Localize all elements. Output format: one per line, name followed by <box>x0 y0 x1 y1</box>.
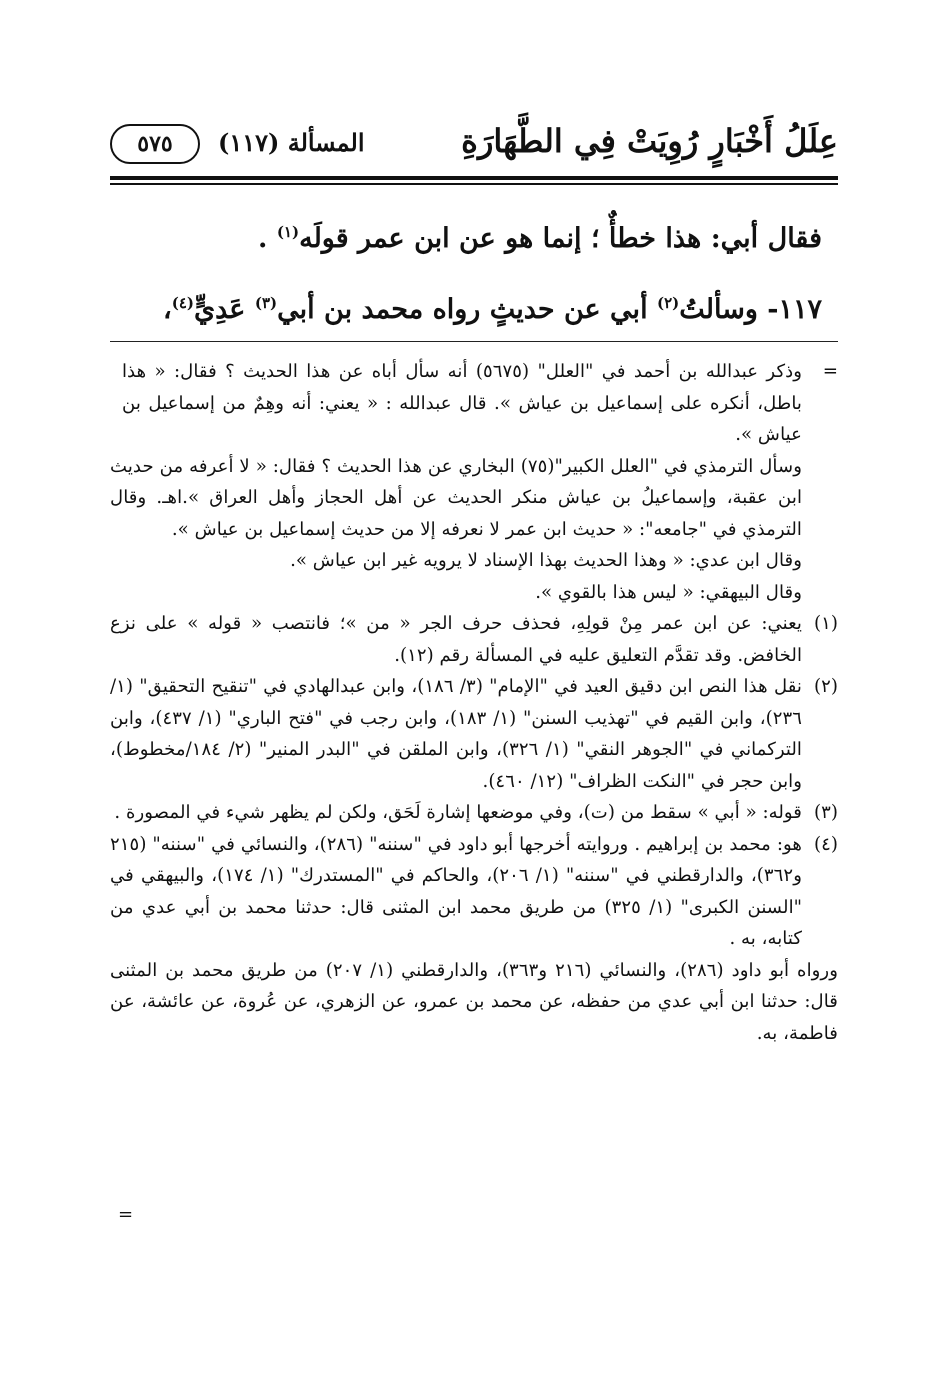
footnote-3 <box>110 797 838 829</box>
footnote-2-text: نقل هذا النص ابن دقيق العيد في "الإمام" (٣/ ١٨٦)، وابن عبدالهادي في "تنقيح التحقيق" (١/ ٢٣٦)، وابن القيم في "تهذيب السنن" (١/ ١٨٣)، وابن رجب في "فتح الباري" (١/ ٤٣٧)، وابن التركماني في "الجوهر النقي" (١/ ٣٢٦)، وابن الملقن في "البدر المنير" (٢/ ١٨٤/مخطوط)، وابن حجر في "النكت الظراف" (١٢/ ٤٦٠). <box>110 676 802 792</box>
continued-footnote-para-3: وقال ابن عدي: « وهذا الحديث بهذا الإسناد لا يرويه غير ابن عياش ». <box>290 550 802 571</box>
main-line-1 <box>110 200 822 271</box>
footnotes <box>110 356 838 1049</box>
footnote-divider <box>110 341 838 342</box>
book-title: عِلَلُ أَخْبَارٍ رُوِيَتْ فِي الطَّهَارَةِ <box>461 122 838 160</box>
footnote-1 <box>110 608 838 671</box>
continued-footnote-para-1 <box>110 356 838 451</box>
main-line-2-end: ، <box>163 294 172 325</box>
header-rule-thin <box>110 183 838 185</box>
continued-footnote-para-4: وقال البيهقي: « ليس هذا بالقوي ». <box>535 581 802 603</box>
header-rule-thick <box>110 176 838 180</box>
footnote-3-text: قوله: « أبي » سقط من (ت)، وفي موضعها إشارة لَحَق، ولكن لم يظهر شيء في المصورة . <box>114 802 802 823</box>
page-number: ٥٧٥ <box>110 124 200 164</box>
main-line-1-text: فقال أبي: هذا خطأٌ ؛ إنما هو عن ابن عمر قولَه <box>299 223 822 254</box>
continued-text-1: وذكر عبدالله بن أحمد في "العلل" (٥٦٧٥) أنه سأل أباه عن هذا الحديث ؟ فقال: « هذا باطل، أنكره على إسماعيل بن عياش ». قال عبدالله : « يعني: أنه وهِمٌ من إسماعيل بن عياش ». <box>122 361 802 445</box>
page-header <box>110 118 838 174</box>
footnote-3-number: (٣) <box>814 802 838 823</box>
main-line-1-end: . <box>258 223 277 254</box>
continuation-mark-end: = <box>118 1204 134 1225</box>
masala-number: المسألة (١١٧) <box>218 128 365 157</box>
footnote-ref-1: (١) <box>276 223 300 241</box>
footnote-4-para-2: ورواه أبو داود (٢٨٦)، والنسائي (٢١٦ و٣٦٣)، والدارقطني (١/ ٢٠٧) من طريق محمد بن المثنى قال: حدثنا ابن أبي عدي من حفظه، عن محمد بن عمرو، عن الزهري، عن عُروة، عن عائشة، عن فاطمة، به. <box>110 959 838 1044</box>
main-line-2-name: عَدِيٍّ <box>194 294 255 325</box>
main-text <box>110 200 822 342</box>
footnote-4-number: (٤) <box>814 833 838 855</box>
main-line-2 <box>110 271 822 342</box>
main-line-2-text: أبي عن حديثٍ رواه محمد بن أبي <box>277 294 657 325</box>
continued-footnote-para-2: وسأل الترمذي في "العلل الكبير"(٧٥) البخاري عن هذا الحديث ؟ فقال: « لا أعرفه من حديث ابن عقبة، وإسماعيلُ بن عياش منكر الحديث عن أهل الحجاز وأهل العراق ».اهـ. وقال الترمذي في "جامعه": « حديث ابن عمر لا نعرفه إلا من حديث إسماعيل بن عياش ». <box>110 455 802 540</box>
footnote-ref-2: (٢) <box>656 294 680 312</box>
question-number: ١١٧- وسألتُ <box>679 294 822 325</box>
footnote-4 <box>110 829 838 955</box>
footnote-2 <box>110 671 838 797</box>
continuation-mark: = <box>822 361 838 382</box>
footnote-4-text: هو: محمد بن إبراهيم . وروايته أخرجها أبو داود في "سننه" (٢٨٦)، والنسائي في "سننه" (٢١٥ و٣٦٢)، والدارقطني في "سننه" (١/ ٢٠٦)، والحاكم في "المستدرك" (١/ ١٧٤)، والبيهقي في "السنن الكبرى" (١/ ٣٢٥) من طريق محمد ابن المثنى قال: حدثنا محمد بن أبي عدي من كتابه، به . <box>110 833 802 949</box>
footnote-ref-3: (٣) <box>254 294 278 312</box>
footnote-2-number: (٢) <box>814 676 838 697</box>
footnote-1-text: يعني: عن ابن عمر مِنْ قولِهِ، فحذف حرف الجر « من »؛ فانتصب « قوله » على نزع الخافض. وقد تقدَّم التعليق عليه في المسألة رقم (١٢). <box>110 613 802 666</box>
footnote-1-number: (١) <box>814 613 838 634</box>
footnote-ref-4: (٤) <box>171 294 194 312</box>
